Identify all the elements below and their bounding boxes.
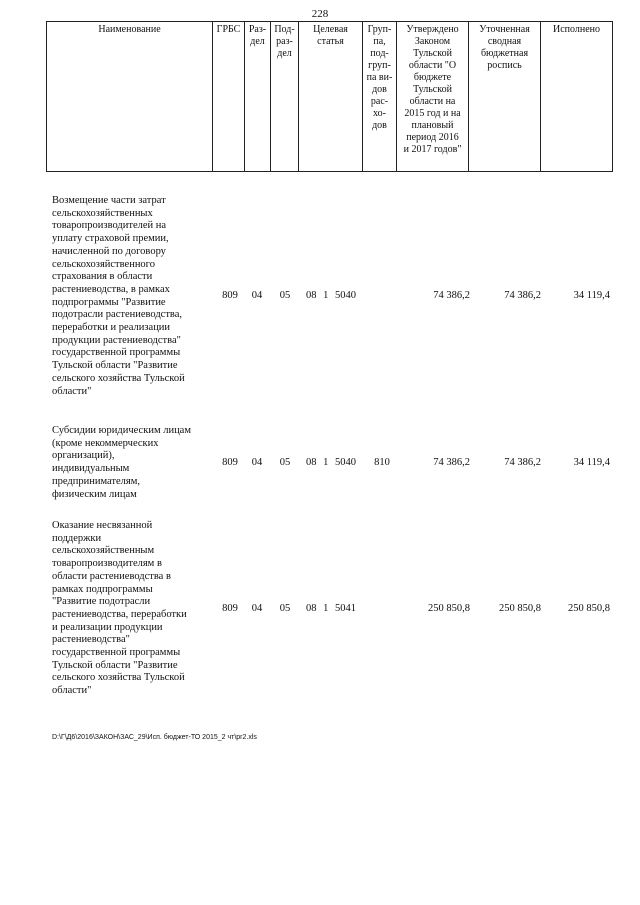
row-grbs: 809 [222,457,238,468]
row-grbs: 809 [222,290,238,301]
row-approved: 74 386,2 [433,457,470,468]
row-target-article: 08 1 5040 [306,457,356,468]
page-number: 228 [311,8,329,20]
row-revised: 74 386,2 [504,290,541,301]
row-target-article: 08 1 5041 [306,603,356,614]
row-name: Субсидии юридическим лицам (кроме некоммерческих организаций), индивидуальным предпринимателям, физическим лицам [52,425,191,500]
header-revised: Уточненная сводная бюджетная роспись [469,22,541,172]
table-header [46,21,613,172]
row-grbs: 809 [222,603,238,614]
header-executed: Исполнено [541,22,613,172]
row-razdel: 04 [251,457,263,468]
header-group: Груп- па, под- груп- па ви- дов рас- хо- дов [363,22,397,172]
header-podrazdel: Под- раз- дел [271,22,299,172]
header-approved: Утверждено Законом Тульской области "О бюджете Тульской области на 2015 год и на плановый период 2016 и 2017 годов" [397,22,469,172]
row-revised: 250 850,8 [499,603,541,614]
row-name: Оказание несвязанной поддержки сельскохозяйственным товаропроизводителям в области растениеводства в рамках подпрограммы "Развитие подотрасли растениеводства, переработки и реализации продукции растениеводства" государственной программы Тульской области "Развитие сельского хозяйства Тульской области" [52,520,187,697]
row-name: Возмещение части затрат сельскохозяйственных товаропроизводителей на уплату страховой премии, начисленной по договору сельскохозяйственного страхования в области растениеводства, в рамках подпрограммы "Развитие подотрасли растениеводства, переработки и реализации продукции растениеводства" государственной программы Тульской области "Развитие сельского хозяйства Тульской области" [52,195,185,397]
header-name: Наименование [47,22,213,172]
row-razdel: 04 [251,603,263,614]
row-razdel: 04 [251,290,263,301]
row-target-article: 08 1 5040 [306,290,356,301]
row-podrazdel: 05 [279,603,291,614]
row-revised: 74 386,2 [504,457,541,468]
row-group: 810 [374,457,390,468]
header-grbs: ГРБС [213,22,245,172]
row-podrazdel: 05 [279,457,291,468]
footer-file-path: D:\Г\Д6\2016\ЗАКОН\ЗАС_29\Исп. бюджет-ТО 2015_2 чт\pr2.xls [52,734,257,741]
row-executed: 250 850,8 [568,603,610,614]
row-approved: 250 850,8 [428,603,470,614]
row-executed: 34 119,4 [573,290,610,301]
row-executed: 34 119,4 [573,457,610,468]
row-podrazdel: 05 [279,290,291,301]
header-target-article: Целевая статья [299,22,363,172]
row-approved: 74 386,2 [433,290,470,301]
header-razdel: Раз- дел [245,22,271,172]
